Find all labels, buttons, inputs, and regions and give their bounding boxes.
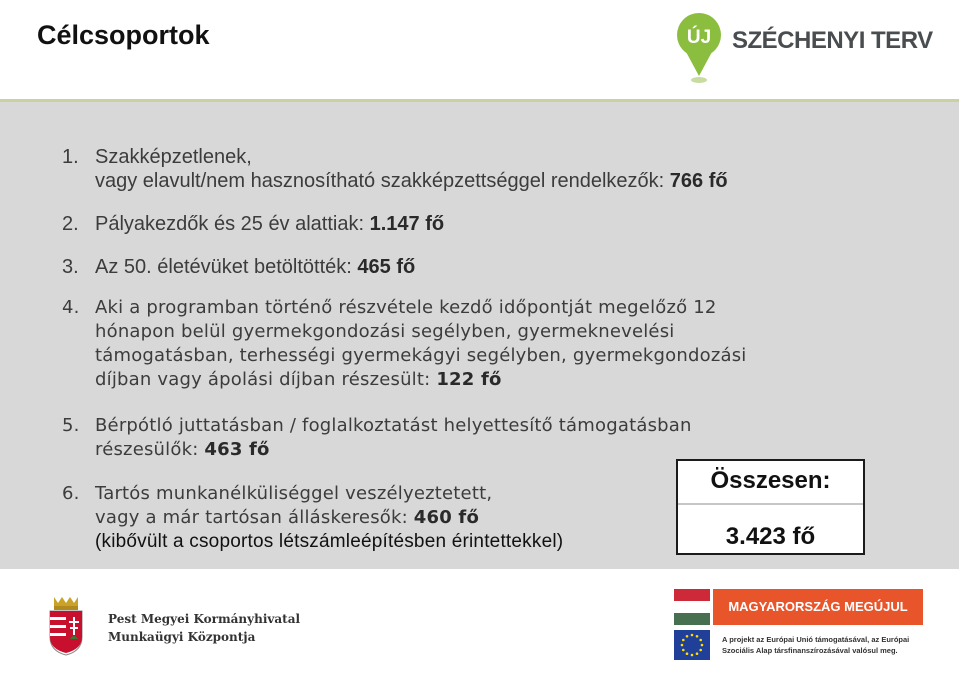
item-number: 2. [62,213,79,235]
item-body [95,414,855,462]
item-text: Pályakezdők és 25 év alattiak: [95,213,370,235]
item-text: díjban vagy ápolási díjban részesült: [95,369,437,390]
item-number: 3. [62,256,79,278]
magyarorszag-megujul-logo [674,589,932,627]
item-line: hónapon belül gyermekgondozási segélyben, gyermeknevelési [95,321,675,342]
hungarian-flag-icon [674,589,710,625]
total-value: 3.423 fő [725,523,816,550]
total-box [676,459,865,555]
item-line [95,169,855,193]
item-body [95,255,855,279]
logo-pin-text: ÚJ [686,27,712,48]
list-item [62,212,882,238]
office-line: Pest Megyei Kormányhivatal [108,612,301,626]
item-number: 6. [62,483,80,504]
logo-text: SZÉCHENYI TERV [732,27,933,54]
list-item [62,255,882,281]
eu-flag-icon [674,630,710,660]
item-text: vagy a már tartósan álláskeresők: [95,507,414,528]
item-count: 460 fő [413,507,480,528]
item-count: 465 fő [357,256,416,278]
total-divider [678,503,863,505]
item-body [95,145,855,193]
item-line: Tartós munkanélküliséggel veszélyeztetett, [95,483,493,504]
list-item [62,145,882,195]
item-text: vagy elavult/nem hasznosítható szakképzettséggel rendelkezők: [95,170,670,192]
item-line: Bérpótló juttatásban / foglalkoztatást helyettesítő támogatásban [95,415,692,436]
item-note: (kibővült a csoportos létszámleépítésben érintettekkel) [95,531,564,552]
list-item [62,482,662,558]
slide-title: Célcsoportok [37,20,210,50]
hungarian-coat-of-arms-icon [46,593,86,657]
item-body [95,296,855,392]
slide-header [0,0,959,101]
list-item [62,296,882,396]
eu-funding-text: A projekt az Európai Unió támogatásával, az Európai Szociális Alap társfinanszírozásával valósul meg. [722,635,910,655]
item-count: 122 fő [436,369,502,390]
item-line: támogatásban, terhességi gyermekágyi segélyben, gyermekgondozási [95,345,747,366]
item-line [95,368,855,392]
item-number: 4. [62,297,80,318]
item-body [95,482,655,554]
szechenyi-terv-logo [676,12,936,86]
item-body [95,212,855,236]
total-label: Összesen: [710,467,831,494]
map-pin-icon [676,12,722,86]
eu-funding-logo [674,630,934,664]
office-line: Munkaügyi Központja [108,630,256,644]
item-count: 463 fő [204,439,270,460]
item-line: Szakképzetlenek, [95,146,252,168]
item-line: Aki a programban történő részvétele kezdő időpontját megelőző 12 [95,297,717,318]
office-name [108,610,300,646]
item-line [95,506,655,530]
item-text: részesülők: [95,439,205,460]
item-number: 5. [62,415,80,436]
list-item [62,414,882,464]
item-text: Az 50. életévüket betöltötték: [95,256,358,278]
item-count: 1.147 fő [369,213,445,235]
item-count: 766 fő [669,170,728,192]
megujul-banner: MAGYARORSZÁG MEGÚJUL [713,589,923,625]
item-number: 1. [62,146,79,168]
